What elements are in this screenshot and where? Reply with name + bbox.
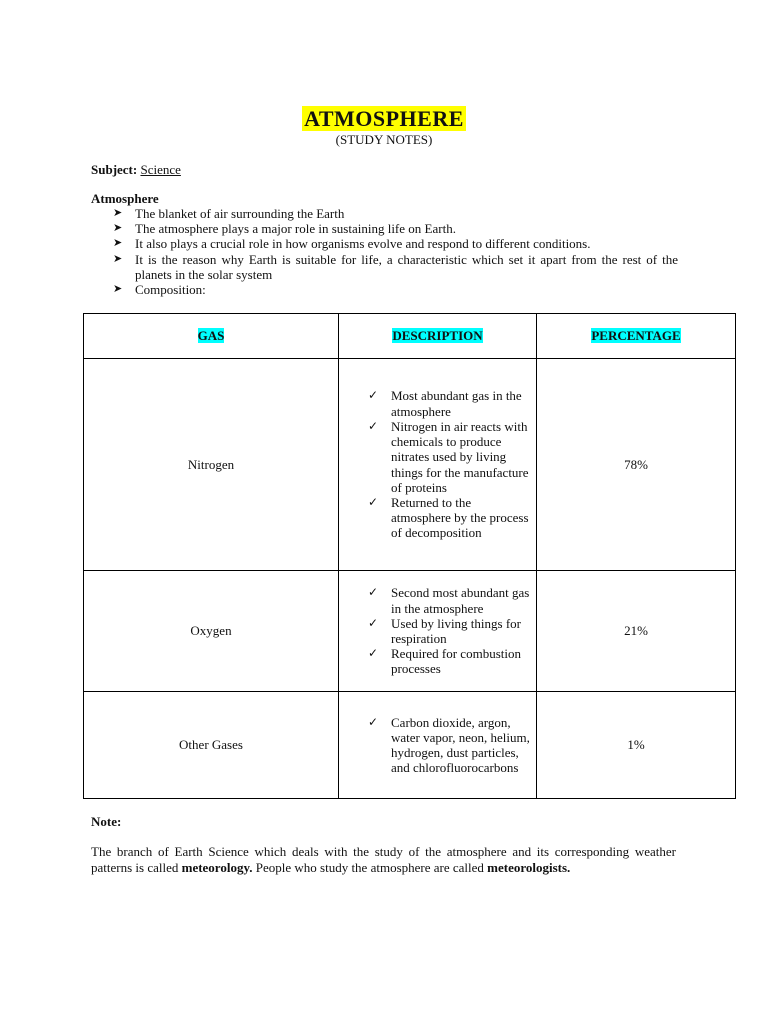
gas-cell: Nitrogen [84,359,339,571]
arrowhead-bullet-icon: ➤ [113,222,123,235]
arrowhead-bullet-icon: ➤ [113,252,123,265]
document-title [0,106,768,132]
gas-cell: Other Gases [84,692,339,799]
header-description: DESCRIPTION [339,314,537,359]
check-mark-icon: ✓ [368,585,379,600]
description-item: ✓ Returned to the atmosphere by the process of decomposition [368,494,529,541]
composition-table [83,313,736,799]
description-item: ✓ Carbon dioxide, argon, water vapor, neon, helium, hydrogen, dust particles, and chlorofluorocarbons [368,714,530,776]
document-subtitle: (STUDY NOTES) [335,132,433,147]
description-item: ✓ Required for combustion processes [368,646,521,677]
description-item: ✓ Second most abundant gas in the atmosphere [368,585,530,616]
table-row [84,359,736,571]
description-list [339,585,536,676]
description-cell [339,359,537,571]
percentage-cell: 1% [537,692,736,799]
check-mark-icon: ✓ [368,494,379,509]
bullet-item: ➤ It also plays a crucial role in how organisms evolve and respond to different conditions. [113,236,591,252]
check-mark-icon: ✓ [368,646,379,661]
description-item: ✓ Nitrogen in air reacts with chemicals to produce nitrates used by living things for the manufacture of proteins [368,418,529,495]
check-mark-icon: ✓ [368,714,379,729]
description-list [339,388,536,540]
header-gas: GAS [84,314,339,359]
description-cell [339,692,537,799]
arrowhead-bullet-icon: ➤ [113,237,123,250]
arrowhead-bullet-icon: ➤ [113,207,123,219]
subject-value: Science [140,162,181,177]
table-header-row [84,314,736,359]
section-heading: Atmosphere [91,191,159,206]
note-paragraph: The branch of Earth Science which deals with the study of the atmosphere and its corresponding weather patterns is called meteorology. People who study the atmosphere are called meteorologists. [91,844,676,875]
note-heading: Note: [91,814,122,829]
description-cell [339,571,537,692]
description-item: ✓ Used by living things for respiration [368,615,521,646]
bullet-list [113,206,678,297]
term-meteorologists: meteorologists. [487,859,571,875]
term-meteorology: meteorology. [181,859,253,875]
arrowhead-bullet-icon: ➤ [113,283,123,296]
table-row [84,692,736,799]
header-percentage: PERCENTAGE [537,314,736,359]
subject-label: Subject: [91,162,138,177]
title-text: ATMOSPHERE [304,106,464,131]
bullet-item: ➤ The atmosphere plays a major role in sustaining life on Earth. [113,221,456,237]
bullet-item: ➤ The blanket of air surrounding the Earth [113,206,345,221]
check-mark-icon: ✓ [368,615,379,630]
table-row [84,571,736,692]
gas-cell: Oxygen [84,571,339,692]
check-mark-icon: ✓ [368,418,379,433]
subject-line [91,162,181,178]
description-list [339,715,536,776]
description-item: ✓ Most abundant gas in the atmosphere [368,388,522,419]
check-mark-icon: ✓ [368,388,379,403]
percentage-cell: 21% [537,571,736,692]
bullet-item: ➤ It is the reason why Earth is suitable for life, a characteristic which set it apart from the rest of the planets in the solar system [113,251,678,282]
percentage-cell: 78% [537,359,736,571]
bullet-item: ➤ Composition: [113,282,206,298]
